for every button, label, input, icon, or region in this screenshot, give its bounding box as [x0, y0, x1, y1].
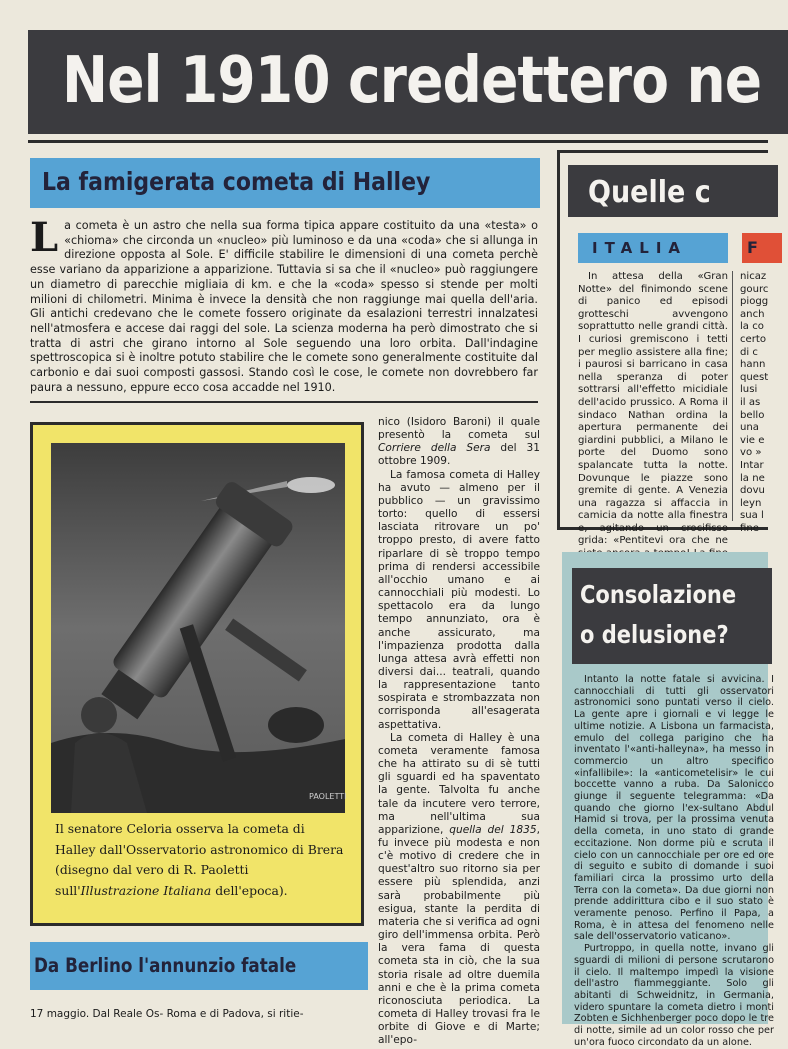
quelle-box	[557, 150, 769, 547]
berlino-title-bar	[30, 942, 368, 990]
drop-cap: L	[30, 214, 59, 261]
berlino-title: Da Berlino l'annunzio fatale	[34, 954, 297, 977]
section-rule	[30, 401, 538, 403]
headline: Nel 1910 credettero ne	[62, 44, 762, 118]
consolazione-title-line1: Consolazione	[580, 580, 737, 609]
halley-section-title-bar	[30, 158, 540, 208]
text: , fu invece più modesta e non c'è motivo di credere che in quest'altro suo ritorno sia per essere più splendida, anzi sarà probabilmente più esigua, stante la perdita di materia che si verifica ad ogni giro dell'immensa orbita. Però la vera fama di questa cometa sta in ciò, che la sua storia risale ad oltre duemila anni e che è la prima cometa riconosciuta periodica. La cometa di Halley trovasi fra le orbite di Giove e di Marte; all'epo-	[378, 823, 541, 1047]
francia-line: una	[740, 422, 759, 434]
quelle-title: Quelle c	[588, 175, 711, 210]
francia-line: la ne	[740, 472, 765, 484]
francia-line: di c	[740, 346, 758, 358]
francia-line: leyn	[740, 497, 762, 509]
consolazione-title-line2: o delusione?	[580, 620, 729, 649]
consolazione-box	[562, 552, 774, 1048]
consolazione-text	[574, 674, 774, 1048]
francia-line: dovu	[740, 485, 765, 497]
photo-box	[30, 422, 364, 926]
italia-label: ITALIA	[592, 239, 688, 257]
illustration-signature: PAOLETTI	[309, 792, 347, 801]
francia-label: F	[747, 238, 758, 257]
francia-line: fine	[740, 522, 759, 534]
caption-text: Il senatore Celoria osserva la cometa di Halley dall'Osservatorio astronomico di Brera (disegno dal vero di R. Paoletti sull'	[55, 821, 344, 898]
column-divider	[732, 271, 733, 521]
intro-paragraph	[30, 214, 538, 394]
francia-line: nicaz	[740, 271, 767, 282]
paragraph	[378, 416, 540, 469]
italia-tab	[578, 233, 728, 263]
francia-line: bello	[740, 409, 765, 421]
newspaper-name: Corriere della Sera	[378, 442, 491, 455]
paragraph: Intanto la notte fatale si avvicina. I cannocchiali di tutti gli osservatori astronomici sono puntati verso il cielo. La gente apre i giornali e vi legge le ultime notizie. A Lisbona un farmacista, emulo del collega parigino che ha inventato l'«anti-halleyna», ha messo in commercio un altro specifico «infallibile»: la «anticometelisir» le cui boccette vanno a ruba. Da Salonicco giunge il seguente telegramma: «Da quando che giorno l'ex-sultano Abdul Hamid si trova, per la prossima venuta della cometa, in uno stato di grande eccitazione. Non dorme più e scruta il cielo con un cannocchiale per ore ed ore di seguito e subito di domande i suoi familiari circa la prossimo urto della Terra con la cometa». Da due giorni non prende addirittura cibo e il suo stato è veramente penoso. Perfino il Papa, a Roma, è in attesa del fenomeno nelle sale dell'osservatorio vaticano».	[574, 674, 774, 943]
telescope-illustration	[51, 443, 345, 813]
consolazione-title-bar	[572, 568, 772, 664]
paragraph	[378, 732, 540, 1048]
francia-line: gourc	[740, 283, 769, 295]
paragraph: In attesa della «Gran Notte» del finimondo scene di panico ed episodi grotteschi avvengono soprattutto nelle grandi città. I curiosi gremiscono i tetti per meglio assistere alla fine; i paurosi si barricano in casa nella speranza di poter sottrarsi all'effetto micidiale dell'acido prussico. A Roma il sindaco Nathan ordina la apertura permanente dei giardini pubblici, a Milano le porte del Duomo sono spalancate tutta la notte. Dovunque le piazze sono gremite di gente. A Venezia una ragazza si affaccia in camicia da notte alla finestra e, agitando un crocifisso grida: «Pentitevi ora che ne	[578, 271, 728, 547]
francia-line: la co	[740, 321, 764, 333]
headline-bar	[28, 30, 788, 134]
text: nico (Isidoro Baroni) il quale presentò la cometa sul	[378, 416, 540, 442]
francia-line: certo	[740, 333, 767, 345]
francia-line: sua l	[740, 510, 764, 522]
top-rule	[28, 140, 768, 143]
illustration-drawing	[51, 443, 345, 813]
caption-italic: Illustrazione Italiana	[80, 882, 212, 898]
francia-line: Intar	[740, 459, 764, 471]
italic-text: quella del 1835	[449, 823, 537, 836]
francia-line: il as	[740, 396, 761, 408]
francia-line: lusi	[740, 384, 758, 396]
francia-tab	[742, 233, 782, 263]
francia-line: piogg	[740, 296, 769, 308]
caption-text-end: dell'epoca).	[211, 882, 288, 898]
italia-text	[578, 271, 728, 547]
text: La cometa di Halley è una cometa veramente famosa che ha attirato su di sè tutti gli sguardi ed ha spaventato la gente. Talvolta fu anche tale da incutere vero terrore, ma nell'ultima sua apparizione,	[378, 731, 540, 836]
francia-line: anch	[740, 308, 765, 320]
francia-line: quest	[740, 371, 769, 383]
francia-text	[740, 271, 774, 534]
photo-caption	[55, 819, 345, 901]
francia-line: hann	[740, 359, 766, 371]
quelle-title-bar	[568, 165, 778, 217]
bottom-text: 17 maggio. Dal Reale Os- Roma e di Padova, si ritie-	[30, 1008, 304, 1020]
paragraph: Purtroppo, in quella notte, invano gli sguardi di milioni di persone scrutarono il cielo. Il maltempo impedì la visione dell'astro fiammeggiante. Solo gli abitanti di Schweidnitz, in Germania, videro spuntare la cometa dietro i monti Zobten e Sichhenberger poco dopo le tre di notte, simile ad un color rosso che per un'ora fuoco circondato da un alone.	[574, 943, 774, 1048]
francia-line: vo »	[740, 447, 762, 459]
halley-section-title: La famigerata cometa di Halley	[42, 167, 431, 196]
paragraph: La famosa cometa di Halley ha avuto — almeno per il pubblico — un gravissimo torto: quello di essersi lasciata ritrovare un po' troppo presto, di avere fatto riparlare di sè troppo tempo prima di rendersi accessibile all'occhio umano e ai cannocchiali più modesti. Lo spettacolo era da lungo tempo annunziato, ora è anche assicurato, ma l'impazienza prodotta dalla lunga attesa avrà effetti non diversi dai... teatrali, quando la rappresentazione tanto sospirata e strombazzata non corrisponda all'esagerata aspettativa.	[378, 468, 540, 731]
text: del 31 ottobre 1909.	[378, 442, 540, 468]
francia-line: vie e	[740, 434, 765, 446]
intro-text: a cometa è un astro che nella sua forma tipica appare costituito da una «testa» o «chioma» che circonda un «nucleo» più luminoso e da una «coda» che si allunga in direzione opposta al Sole. E' difficile stabilire le dimensioni di una cometa perchè esse variano da apparizione a apparizione. Tuttavia si sa che il «nucleo» può raggiungere un diametro di parecchie migliaia di km. e che la «coda» spesso si stende per molti milioni di chilometri. Minima è invece la densità che non raggiunge mai quella dell'aria. Gli antichi credevano che le comete fossero originate da esalazioni terrestri innalzatesi nell'atmosfera e accese dai raggi del sole. La scienza moderna ha però dimostrato che si tratta di astri che girano intorno al Sole seguendo una loro orbita. Dall'indagine spettroscopica si è inoltre potuto stabilire che le comete sono generalmente costituite dal carbonio e dai suoi composti gassosi. Stando così le cose, le comete non dovrebbero far paura a nessuno, eppure ecco cosa accadde nel 1910.	[30, 219, 538, 394]
middle-column	[378, 416, 541, 1047]
